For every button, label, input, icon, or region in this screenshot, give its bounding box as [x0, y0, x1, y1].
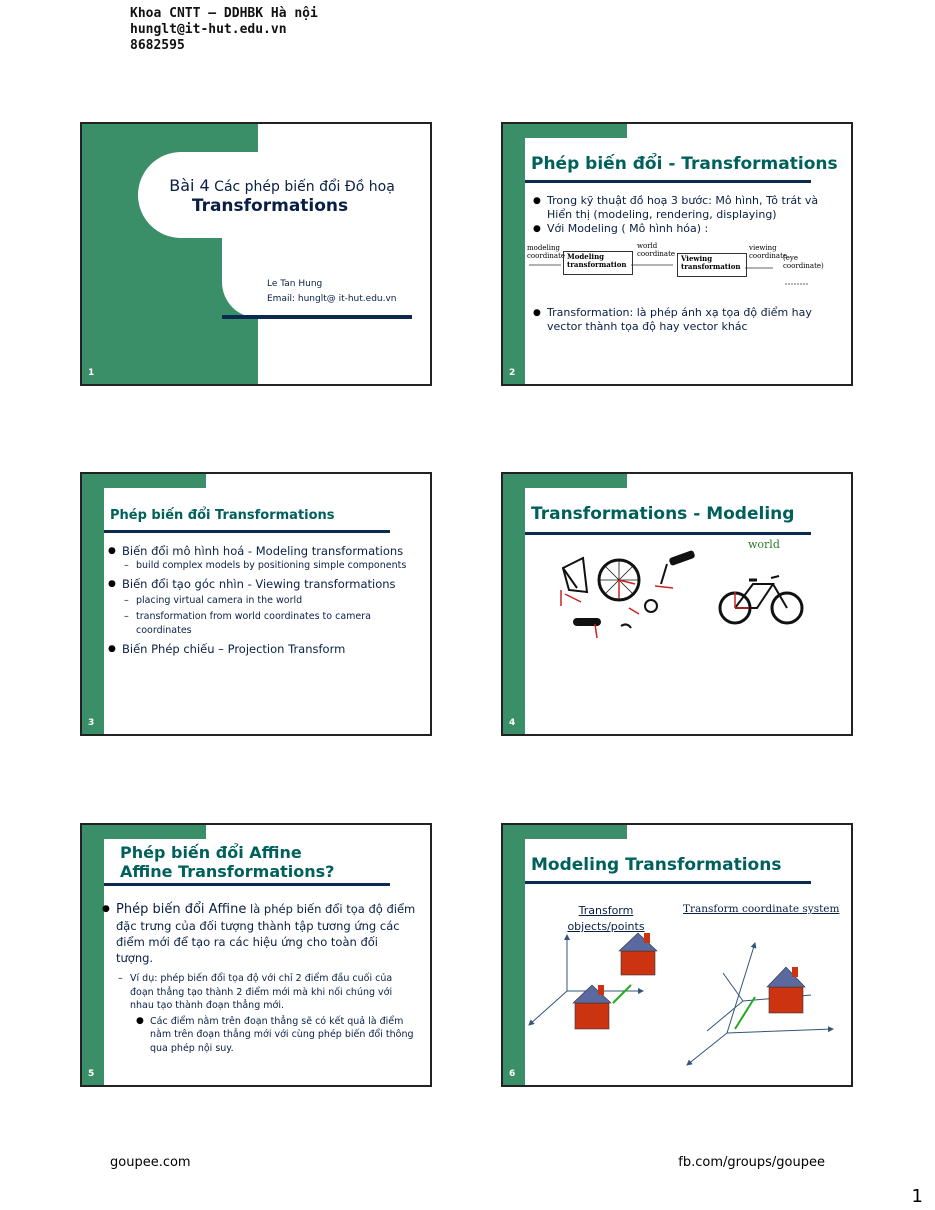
green-panel	[82, 474, 104, 736]
slide-number: 5	[88, 1069, 95, 1079]
content	[102, 901, 418, 1055]
slide-6	[501, 823, 853, 1087]
bullet-list	[533, 194, 833, 236]
slide-number: 6	[509, 1069, 516, 1079]
left-label: Transform objects/points	[567, 904, 645, 933]
eye-coord-label: (eye coordinate)	[783, 254, 824, 270]
seat-part	[573, 618, 601, 626]
title-underline	[104, 530, 390, 533]
bullet: ● Biến đổi tạo góc nhìn - Viewing transformations	[108, 577, 424, 592]
bullet: ● Transformation: là phép ánh xạ tọa độ điểm hay vector thành tọa độ hay vector khác	[533, 306, 843, 334]
email: Email: hunglt@ it-hut.edu.vn	[267, 294, 397, 304]
modeling-box: Modeling transformation	[563, 251, 633, 275]
title-line-1: Phép biến đổi Affine	[120, 843, 302, 862]
title-underline	[525, 881, 811, 884]
green-panel	[503, 474, 525, 736]
bullet: ● Với Modeling ( Mô hình hóa) :	[533, 222, 833, 236]
green-panel	[82, 825, 104, 1087]
sub-bullet: – Ví dụ: phép biến đổi tọa độ với chỉ 2 điểm đầu cuối của đoạn thẳng tạo thành 2 điểm mới mà khi nối chúng với nhau tạo thành đoạn thẳng mới.	[116, 972, 418, 1013]
slide-4	[501, 472, 853, 736]
bullet: ● Biến đổi mô hình hoá - Modeling transformations	[108, 544, 424, 559]
page-number: 1	[911, 1186, 923, 1207]
bicycle-parts-illustration	[555, 550, 705, 640]
house-lower	[573, 985, 611, 1029]
viewing-coord-label: viewing coordinate	[749, 244, 788, 260]
green-top-tab	[82, 474, 206, 488]
author: Le Tan Hung	[267, 279, 323, 289]
bullet-term: Affine	[208, 902, 247, 917]
title-prefix: Bài 4	[169, 176, 210, 195]
world-label: world	[748, 538, 780, 551]
slide-2	[501, 122, 853, 386]
green-top-tab	[82, 825, 206, 839]
slide-1	[80, 122, 432, 386]
slide-title	[152, 176, 412, 195]
house-upper	[619, 933, 657, 975]
slide-subtitle: Transformations	[191, 196, 349, 216]
transform-coordinate-diagram	[683, 921, 853, 1071]
pipeline-arrows	[503, 242, 853, 292]
slide-title: Phép biến đổi Transformations	[110, 508, 335, 523]
sub-bullet: – placing virtual camera in the world	[122, 594, 424, 608]
slide-3	[80, 472, 432, 736]
sub-sub-bullet: ● Các điểm nằm trên đoạn thẳng sẽ có kết quả là điểm nằm trên đoạn thẳng mới với cùng phép biến đổi thông qua phép nội suy.	[136, 1015, 418, 1056]
green-top-tab	[503, 474, 627, 488]
slide-title: Modeling Transformations	[531, 855, 782, 875]
frame-part	[563, 558, 587, 592]
assembled-bicycle-illustration	[717, 570, 807, 630]
pedal-part	[645, 600, 657, 612]
right-label: Transform coordinate system	[683, 903, 840, 915]
world-coord-label: world coordinate	[637, 242, 676, 258]
bullet: ● Biến Phép chiếu – Projection Transform	[108, 642, 424, 657]
header-org: Khoa CNTT – DDHBK Hà nội	[130, 6, 318, 21]
title-underline	[525, 532, 811, 535]
slide-title: Transformations - Modeling	[531, 504, 795, 524]
divider-line	[222, 315, 412, 319]
header-phone: 8682595	[130, 38, 185, 53]
house	[767, 967, 805, 1013]
handlebar-part	[668, 550, 695, 566]
transform-objects-diagram	[525, 921, 675, 1071]
title-rest: Các phép biến đổi Đồ hoạ	[209, 179, 395, 195]
green-top-tab	[503, 825, 627, 839]
sub-bullet: – build complex models by positioning simple components	[122, 559, 424, 573]
slide-title: Phép biến đổi - Transformations	[531, 154, 838, 174]
green-panel	[503, 825, 525, 1087]
modeling-coord-label: modeling coordinate	[527, 244, 566, 260]
title-underline	[104, 883, 390, 886]
slide-title	[120, 843, 334, 881]
header-email: hunglt@it-hut.edu.vn	[130, 22, 287, 37]
slide-5	[80, 823, 432, 1087]
green-top-tab	[503, 124, 627, 138]
footer-right: fb.com/groups/goupee	[678, 1155, 825, 1170]
page-header	[130, 6, 318, 54]
bullet-text: là phép biến đổi tọa độ điểm đặc trưng của đối tượng thành tập tương ứng các điểm mới để tạo ra các hiệu ứng cho toàn đối tượng.	[116, 902, 416, 965]
pipeline-diagram	[503, 242, 853, 292]
slide-number: 4	[509, 718, 516, 728]
title-underline	[525, 180, 811, 183]
sub-bullet: – transformation from world coordinates to camera coordinates	[122, 610, 424, 638]
viewing-box: Viewing transformation	[677, 253, 747, 277]
title-pill	[138, 152, 432, 238]
bullet-text: Phép biến đổi	[116, 902, 209, 917]
slide-number: 2	[509, 368, 516, 378]
footer-left: goupee.com	[110, 1155, 191, 1170]
bullet: ● Trong kỹ thuật đồ hoạ 3 bước: Mô hình, Tô trát và Hiển thị (modeling, rendering, displaying)	[533, 194, 833, 222]
bullet	[102, 901, 418, 966]
title-line-2: Affine Transformations?	[120, 862, 335, 881]
bullet-list-2	[533, 306, 843, 334]
content	[108, 544, 424, 657]
slide-number: 3	[88, 718, 95, 728]
slide-number: 1	[88, 368, 95, 378]
